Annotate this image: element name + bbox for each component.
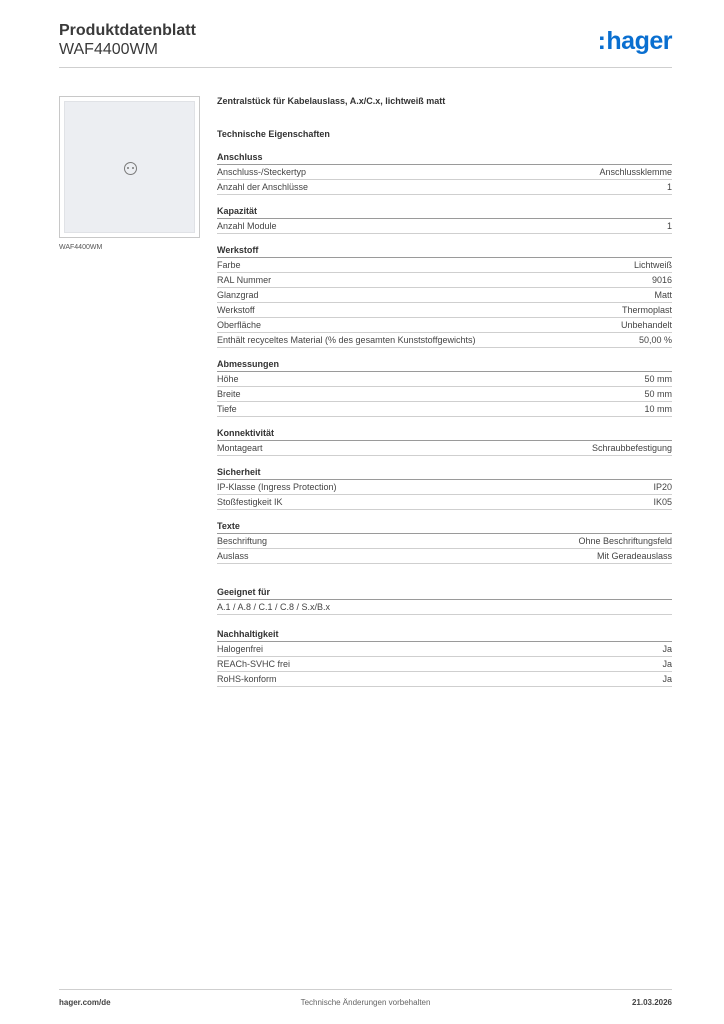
spec-label: Höhe (217, 374, 239, 384)
spec-value: 50 mm (644, 389, 672, 399)
product-description: Zentralstück für Kabelauslass, A.x/C.x, lichtweiß matt (217, 96, 446, 106)
spec-value: Ohne Beschriftungsfeld (578, 536, 672, 546)
spec-value: Matt (654, 290, 672, 300)
spec-row (217, 180, 672, 195)
spec-group-konnektivitaet (217, 428, 672, 456)
spec-label: RoHS-konform (217, 674, 277, 684)
spec-value: Ja (662, 644, 672, 654)
group-title: Texte (217, 521, 672, 534)
spec-value: Schraubbefestigung (591, 443, 672, 453)
spec-label: Tiefe (217, 404, 237, 414)
spec-value: IP20 (653, 482, 672, 492)
spec-label: REACh-SVHC frei (217, 659, 291, 669)
spec-label: Halogenfrei (217, 644, 264, 654)
spec-label: Auslass (217, 551, 249, 561)
group-title: Geeignet für (217, 587, 672, 600)
document-title: Produktdatenblatt (59, 22, 196, 39)
spec-label: IP-Klasse (Ingress Protection) (217, 482, 337, 492)
header-divider (59, 67, 672, 68)
group-title: Nachhaltigkeit (217, 629, 672, 642)
group-title: Anschluss (217, 152, 672, 165)
spec-value: 10 mm (644, 404, 672, 414)
spec-label: Beschriftung (217, 536, 268, 546)
spec-group-kapazitaet (217, 206, 672, 234)
spec-value: Mit Geradeauslass (596, 551, 672, 561)
spec-row (217, 288, 672, 303)
spec-value: 1 (666, 182, 672, 192)
spec-row (217, 165, 672, 180)
spec-label: Breite (217, 389, 241, 399)
group-title: Konnektivität (217, 428, 672, 441)
spec-group-abmessungen (217, 359, 672, 417)
spec-value: 50 mm (644, 374, 672, 384)
spec-row (217, 303, 672, 318)
spec-label: Anschluss-/Steckertyp (217, 167, 307, 177)
spec-value: IK05 (653, 497, 672, 507)
spec-label: Anzahl der Anschlüsse (217, 182, 309, 192)
spec-row (217, 333, 672, 348)
spec-value: Ja (662, 674, 672, 684)
footer-date: 21.03.2026 (631, 998, 672, 1007)
suitable-for-group (217, 587, 672, 615)
footer-divider (59, 989, 672, 990)
spec-value: 50,00 % (638, 335, 672, 345)
spec-label: Anzahl Module (217, 221, 277, 231)
cable-outlet-icon (124, 162, 137, 175)
spec-row (217, 219, 672, 234)
spec-value: Thermoplast (621, 305, 672, 315)
spec-row (217, 549, 672, 564)
spec-group-texte (217, 521, 672, 564)
spec-group-sicherheit (217, 467, 672, 510)
spec-row (217, 672, 672, 687)
spec-label: Enthält recyceltes Material (% des gesamten Kunststoffgewichts) (217, 335, 476, 345)
spec-value: Unbehandelt (620, 320, 672, 330)
logo-text: hager (606, 27, 672, 55)
page-header (59, 22, 196, 59)
spec-value: 1 (666, 221, 672, 231)
product-plate (64, 101, 195, 233)
spec-row (217, 480, 672, 495)
spec-row (217, 318, 672, 333)
spec-row (217, 258, 672, 273)
spec-label: Stoßfestigkeit IK (217, 497, 283, 507)
product-image-caption: WAF4400WM (59, 244, 103, 251)
hager-logo: :hager (597, 27, 672, 55)
spec-row (217, 441, 672, 456)
group-title: Werkstoff (217, 245, 672, 258)
footer-website-link[interactable]: hager.com/de (59, 998, 111, 1007)
spec-row (217, 642, 672, 657)
spec-label: Montageart (217, 443, 263, 453)
spec-label: Oberfläche (217, 320, 262, 330)
spec-label: Glanzgrad (217, 290, 259, 300)
spec-row (217, 372, 672, 387)
spec-value: Anschlussklemme (599, 167, 672, 177)
suitable-for-value: A.1 / A.8 / C.1 / C.8 / S.x/B.x (217, 600, 672, 615)
product-image (59, 96, 200, 238)
spec-value: Ja (662, 659, 672, 669)
spec-group-anschluss (217, 152, 672, 195)
spec-row (217, 495, 672, 510)
spec-row (217, 387, 672, 402)
spec-content (217, 96, 672, 698)
spec-group-werkstoff (217, 245, 672, 348)
spec-label: Farbe (217, 260, 241, 270)
spec-value: 9016 (651, 275, 672, 285)
group-title: Abmessungen (217, 359, 672, 372)
section-title: Technische Eigenschaften (217, 129, 330, 139)
footer-disclaimer: Technische Änderungen vorbehalten (300, 998, 431, 1007)
spec-row (217, 402, 672, 417)
spec-row (217, 273, 672, 288)
product-code: WAF4400WM (59, 41, 158, 58)
spec-row (217, 657, 672, 672)
spec-label: Werkstoff (217, 305, 255, 315)
spec-value: Lichtweiß (633, 260, 672, 270)
sustainability-group (217, 629, 672, 687)
group-title: Sicherheit (217, 467, 672, 480)
spec-row (217, 534, 672, 549)
spec-label: RAL Nummer (217, 275, 272, 285)
group-title: Kapazität (217, 206, 672, 219)
